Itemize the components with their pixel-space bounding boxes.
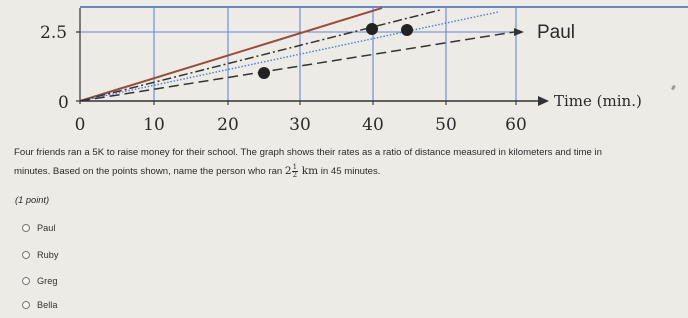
option-bella[interactable]	[22, 300, 57, 310]
data-point	[258, 67, 270, 79]
mixed-number-whole: 2	[284, 165, 292, 177]
x-label: 20	[217, 115, 239, 135]
option-greg[interactable]	[22, 276, 57, 286]
y-label-0: 0	[58, 93, 69, 113]
question-prefix: minutes. Based on the points shown, name the person who ran	[14, 166, 285, 177]
paul-dashed-line	[80, 32, 514, 101]
x-axis-labels	[75, 115, 527, 135]
data-point	[366, 23, 378, 35]
question-line-1: Four friends ran a 5K to raise money for their school. The graph shows their rates as a ratio of distance measured in kilometers and time in	[14, 147, 602, 158]
x-label: 60	[505, 115, 527, 135]
fraction-numerator: 1	[292, 163, 298, 171]
paul-label: Paul	[537, 22, 576, 43]
x-axis-title: Time (min.)	[554, 92, 642, 110]
fraction-denominator: 2	[292, 171, 298, 179]
x-label: 30	[289, 115, 311, 135]
question-text	[14, 143, 682, 181]
x-label: 10	[143, 115, 165, 135]
radio-button[interactable]	[22, 224, 30, 232]
radio-button[interactable]	[22, 251, 30, 259]
radio-button[interactable]	[22, 277, 30, 285]
option-ruby[interactable]	[22, 250, 58, 260]
question-line-2	[14, 162, 682, 181]
rate-graph	[0, 0, 688, 140]
option-label: Paul	[37, 223, 56, 233]
option-label: Bella	[37, 300, 58, 310]
brown-rate-line	[80, 8, 382, 101]
y-label-2-5: 2.5	[40, 23, 68, 43]
x-axis-arrow-icon	[538, 96, 549, 106]
x-label: 40	[362, 115, 384, 135]
paul-arrow-icon	[514, 28, 524, 36]
option-label: Greg	[37, 276, 58, 286]
question-suffix: in 45 minutes.	[318, 166, 381, 177]
mixed-number-fraction	[292, 164, 298, 179]
dotted-rate-line	[80, 12, 498, 101]
option-label: Ruby	[37, 250, 59, 260]
x-label: 50	[435, 115, 457, 135]
points-label: (1 point)	[15, 195, 50, 205]
unit-km: km	[301, 165, 319, 177]
data-point	[401, 24, 413, 36]
x-label: 0	[74, 115, 86, 135]
option-paul[interactable]	[22, 223, 55, 233]
radio-button[interactable]	[22, 301, 30, 309]
dash-dot-rate-line	[80, 10, 440, 101]
